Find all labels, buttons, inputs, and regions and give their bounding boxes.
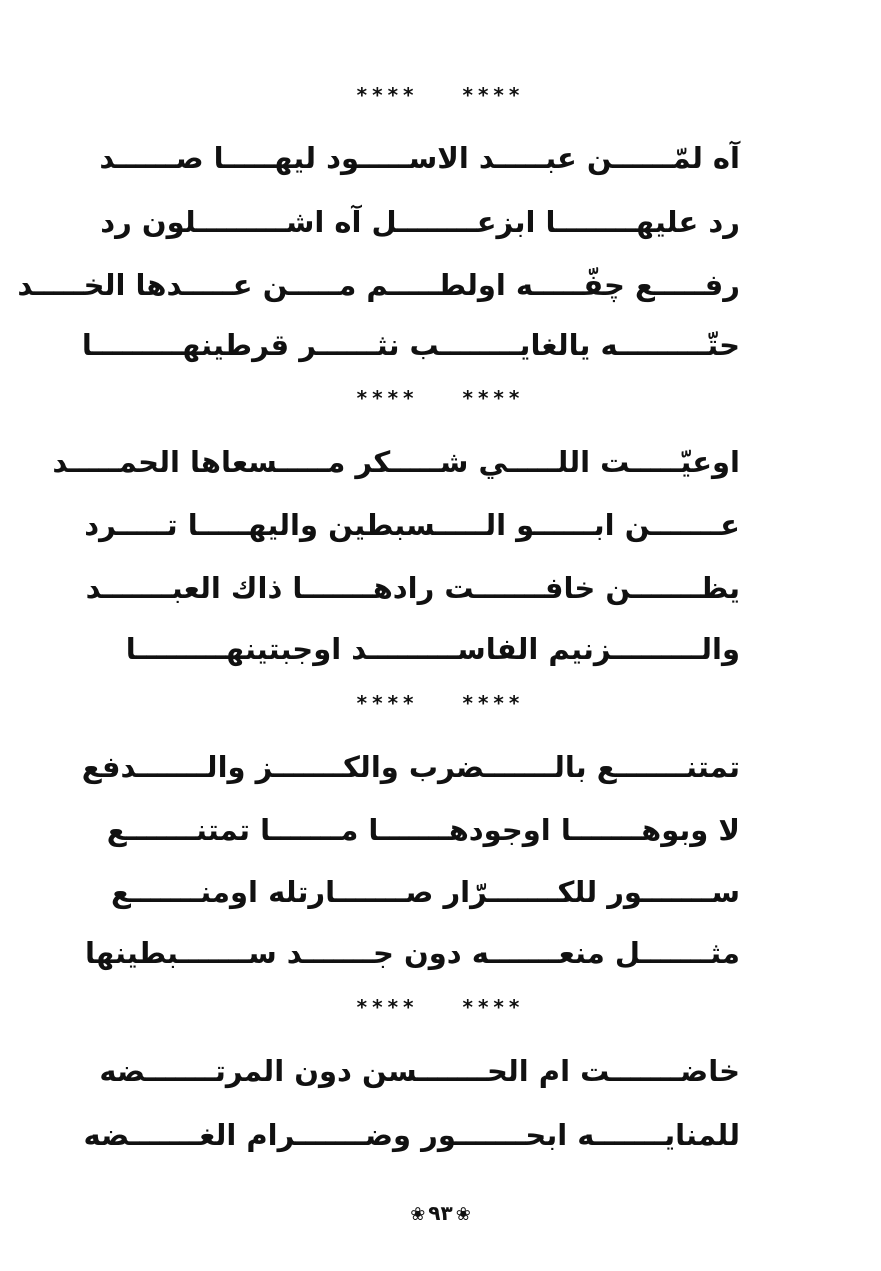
separator-stars: **** xyxy=(462,995,525,1019)
separator-stars: **** xyxy=(356,995,419,1019)
stanza-separator xyxy=(0,80,881,110)
stanza-separator xyxy=(0,383,881,413)
flower-ornament-icon: ❀ xyxy=(455,1204,471,1225)
verse-line: لا وبوهـــــــا اوجودهـــــــا مـــــــا تمتنـــــــع xyxy=(106,813,740,847)
separator-stars: **** xyxy=(356,691,419,715)
verse-line: للمنايـــــــه ابحـــــــور وضـــــــرام الغـــــــضه xyxy=(83,1118,740,1152)
separator-stars: **** xyxy=(462,83,525,107)
separator-stars: **** xyxy=(356,386,419,410)
verse-line: يظـــــــن خافـــــــت رادهـــــــا ذاك العبـــــــد xyxy=(85,571,740,605)
page-number-value: ٩٣ xyxy=(428,1201,453,1225)
verse-line: حتّـــــــــه يالغايــــــــب نثــــــر قرطينهـــــــــا xyxy=(81,328,740,362)
verse-line: والـــــــــزنيم الفاســـــــــد اوجبتينهـــــــــا xyxy=(125,632,740,666)
verse-line: اوعيّـــــت اللـــــي شـــــكر مـــــسعاها الحمـــــد xyxy=(52,445,740,479)
verse-line: ســـــــور للكـــــــرّار صـــــــارتله اومنـــــــع xyxy=(111,875,740,909)
separator-stars: **** xyxy=(462,691,525,715)
verse-line: آه لمّــــــن عبـــــد الاســـــود ليهـــــا صــــــد xyxy=(99,141,740,175)
stanza-separator xyxy=(0,992,881,1022)
verse-line: رفـــــع چفّـــــه اولطـــــم مـــــن عـــــدها الخـــــد xyxy=(17,268,740,302)
verse-line: تمتنـــــــع بالـــــــضرب والكـــــــز والـــــــدفع xyxy=(81,750,740,784)
verse-line: عـــــــن ابــــــو الـــــسبطين واليهـــــا تـــــرد xyxy=(84,508,740,542)
separator-stars: **** xyxy=(356,83,419,107)
verse-line: رد عليهــــــــا ابزعــــــــل آه اشـــــــــلون رد xyxy=(100,205,740,239)
verse-line: مثـــــــل منعـــــــه دون جـــــــد ســـــــبطينها xyxy=(85,936,740,970)
separator-stars: **** xyxy=(462,386,525,410)
page-number xyxy=(0,1198,881,1230)
stanza-separator xyxy=(0,688,881,718)
verse-line: خاضـــــــت ام الحـــــــسن دون المرتـــــــضه xyxy=(99,1054,740,1088)
flower-ornament-icon: ❀ xyxy=(410,1204,426,1225)
